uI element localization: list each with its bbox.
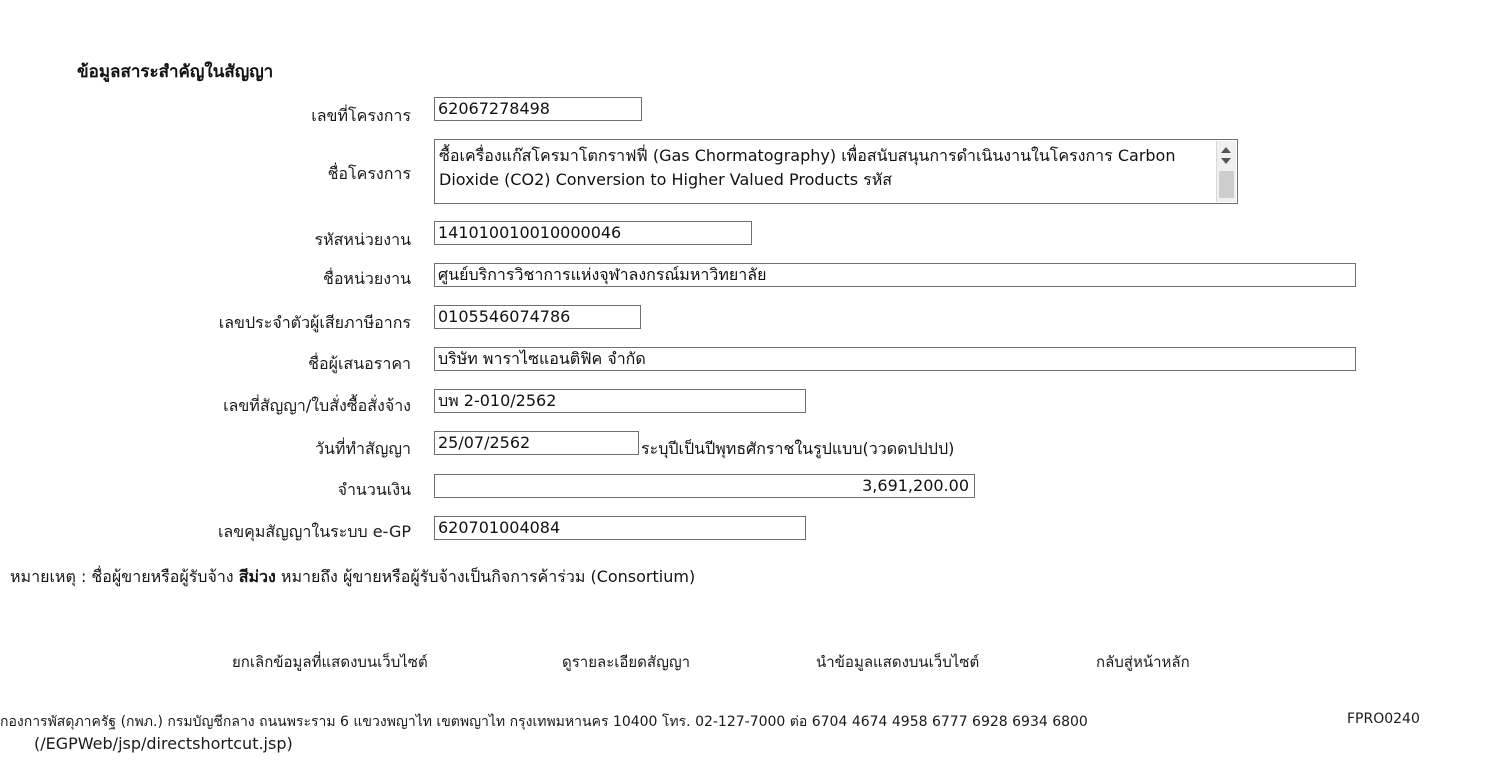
page-path: (/EGPWeb/jsp/directshortcut.jsp) <box>34 734 293 753</box>
contract-date-field[interactable]: 25/07/2562 <box>434 431 639 455</box>
consortium-note <box>10 565 695 590</box>
egp-no-field[interactable]: 620701004084 <box>434 516 806 540</box>
egp-no-label: เลขคุมสัญญาในระบบ e-GP <box>217 522 411 541</box>
note-highlight: สีม่วง <box>238 567 276 586</box>
agency-code-label: รหัสหน่วยงาน <box>314 230 411 249</box>
bidder-name-field[interactable]: บริษัท พาราไซแอนติฟิค จำกัด <box>434 347 1356 371</box>
publish-link[interactable]: นำข้อมูลแสดงบนเว็บไซต์ <box>816 653 980 671</box>
project-no-field[interactable]: 62067278498 <box>434 97 642 121</box>
amount-field[interactable]: 3,691,200.00 <box>434 474 975 498</box>
tax-id-label: เลขประจำตัวผู้เสียภาษีอากร <box>218 313 411 332</box>
tax-id-field[interactable]: 0105546074786 <box>434 305 641 329</box>
page-code: FPRO0240 <box>1347 711 1420 727</box>
contract-no-label: เลขที่สัญญา/ใบสั่งซื้อสั่งจ้าง <box>223 396 411 415</box>
project-name-text: ซื้อเครื่องแก๊สโครมาโตกราฟฟี่ (Gas Chormatography) เพื่อสนับสนุนการดำเนินงานในโครงการ Carbon Dioxide (CO2) Conversion to Higher Valued Products รหัส <box>439 146 1176 189</box>
cancel-publish-link[interactable]: ยกเลิกข้อมูลที่แสดงบนเว็บไซต์ <box>232 653 428 671</box>
footer-address: กองการพัสดุภาครัฐ (กพภ.) กรมบัญชีกลาง ถนนพระราม 6 แขวงพญาไท เขตพญาไท กรุงเทพมหานคร 10400 โทร. 02-127-7000 ต่อ 6704 4674 4958 6777 6928 6934 6800 <box>0 714 1088 730</box>
project-name-scrollbar[interactable] <box>1216 141 1236 202</box>
home-link[interactable]: กลับสู่หน้าหลัก <box>1096 653 1190 671</box>
scroll-down-icon[interactable] <box>1221 158 1231 164</box>
agency-name-label: ชื่อหน่วยงาน <box>322 269 411 288</box>
agency-code-field[interactable]: 141010010010000046 <box>434 221 752 245</box>
agency-name-field[interactable]: ศูนย์บริการวิชาการแห่งจุฬาลงกรณ์มหาวิทยาลัย <box>434 263 1356 287</box>
contract-date-label: วันที่ทำสัญญา <box>314 439 411 458</box>
project-name-label: ชื่อโครงการ <box>327 164 411 183</box>
scroll-thumb[interactable] <box>1219 171 1234 198</box>
project-name-textarea[interactable] <box>434 139 1238 204</box>
scroll-up-icon[interactable] <box>1221 147 1231 153</box>
bidder-name-label: ชื่อผู้เสนอราคา <box>308 354 411 373</box>
view-contract-link[interactable]: ดูรายละเอียดสัญญา <box>562 653 691 671</box>
contract-no-field[interactable]: บพ 2-010/2562 <box>434 389 806 413</box>
section-title: ข้อมูลสาระสำคัญในสัญญา <box>77 62 274 82</box>
project-no-label: เลขที่โครงการ <box>311 106 411 125</box>
note-suffix: หมายถึง ผู้ขายหรือผู้รับจ้างเป็นกิจการค้าร่วม (Consortium) <box>275 567 696 586</box>
date-format-hint: ระบุปีเป็นปีพุทธศักราชในรูปแบบ(ววดดปปปป) <box>641 439 955 458</box>
note-prefix: หมายเหตุ : ชื่อผู้ขายหรือผู้รับจ้าง <box>10 567 239 586</box>
amount-label: จำนวนเงิน <box>337 480 411 499</box>
